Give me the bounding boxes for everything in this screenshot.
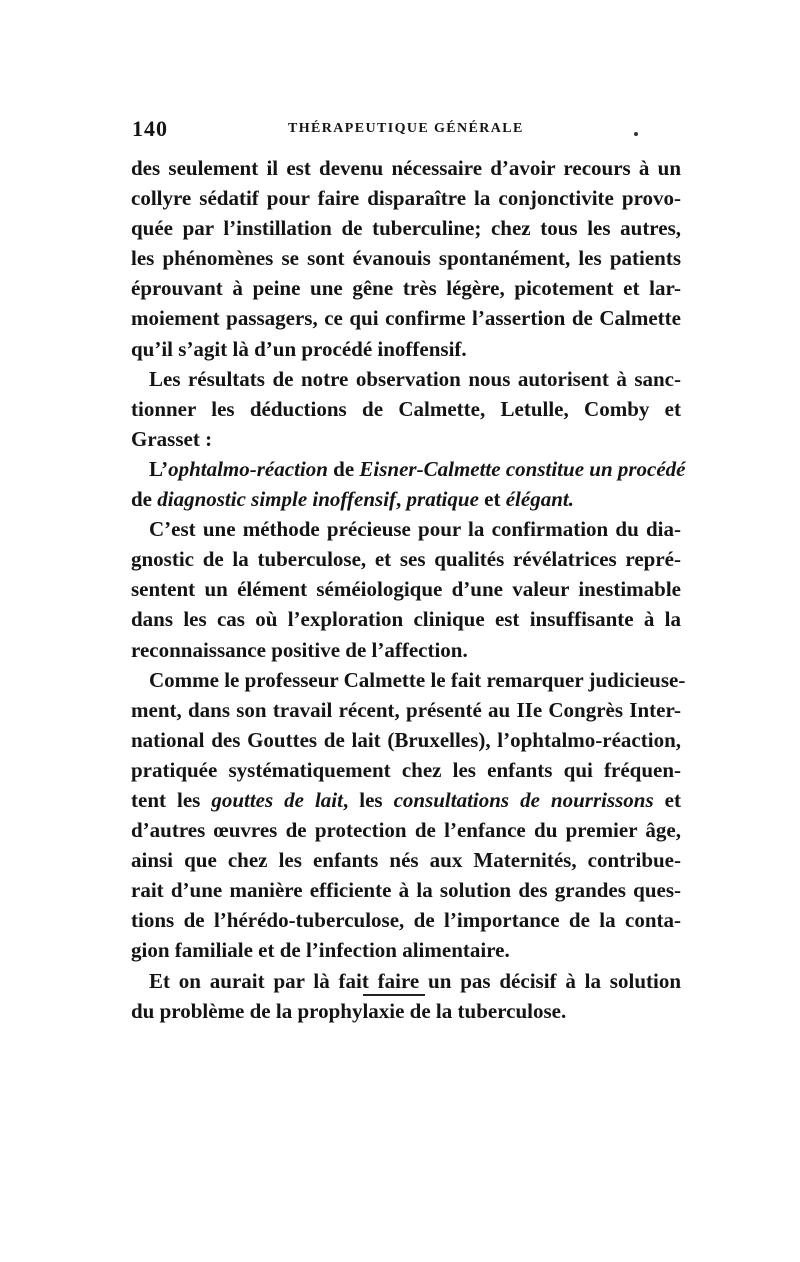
text-run: tionner les déductions de Calmette, Letulle, Comby et — [131, 396, 681, 421]
text-run: dans les cas où l’exploration clinique est insuffisante à la — [131, 607, 681, 632]
italic-text: gouttes de lait — [211, 787, 343, 812]
text-line — [131, 514, 681, 544]
text-run: Les résultats de notre observation nous autorisent à sanc- — [149, 366, 681, 391]
text-line — [131, 815, 681, 845]
text-run: d’autres œuvres de protection de l’enfance du premier âge, — [131, 818, 681, 843]
text-run: L’ — [149, 456, 169, 481]
text-run: C’est une méthode précieuse pour la confirmation du dia- — [149, 517, 681, 542]
text-line — [131, 484, 681, 514]
text-run: des seulement il est devenu nécessaire d’avoir recours à un — [131, 156, 681, 180]
text-run: rait d’une manière efficiente à la solution des grandes ques- — [131, 878, 681, 903]
text-line — [131, 635, 681, 665]
text-line — [131, 424, 681, 454]
paragraph — [131, 153, 681, 364]
text-run: gion familiale et de l’infection alimentaire. — [131, 938, 510, 963]
running-title: THÉRAPEUTIQUE GÉNÉRALE — [288, 121, 524, 136]
text-run: ainsi que chez les enfants nés aux Maternités, contribue- — [131, 848, 681, 873]
paragraph — [131, 364, 681, 454]
text-run: gnostic de la tuberculose, et ses qualités révélatrices repré- — [131, 547, 681, 572]
text-line — [131, 966, 681, 996]
page-header — [132, 116, 680, 144]
text-line — [131, 574, 681, 604]
text-run: , — [396, 487, 407, 512]
text-run: les phénomènes se sont évanouis spontanément, les patients — [131, 246, 681, 271]
text-line — [131, 755, 681, 785]
text-run: ment, dans son travail récent, présenté au IIe Congrès Inter- — [131, 697, 681, 722]
text-line — [131, 544, 681, 574]
text-line — [131, 334, 681, 364]
ink-speck — [634, 132, 638, 136]
end-rule — [363, 994, 425, 996]
text-line — [131, 213, 681, 243]
text-line — [131, 996, 681, 1026]
text-line — [131, 183, 681, 213]
text-line — [131, 725, 681, 755]
text-line — [131, 273, 681, 303]
text-run: Comme le professeur Calmette le fait remarquer judicieuse- — [149, 667, 686, 692]
paragraph — [131, 665, 686, 966]
text-line — [131, 454, 686, 484]
text-run: qu’il s’agit là d’un procédé inoffensif. — [131, 336, 467, 361]
italic-text: pratique — [406, 487, 479, 512]
text-line — [131, 364, 681, 394]
text-line — [131, 695, 681, 725]
text-line — [131, 905, 681, 935]
text-line — [131, 665, 686, 695]
text-run: quée par l’instillation de tuberculine; chez tous les autres, — [131, 216, 681, 241]
text-line — [131, 785, 681, 815]
italic-text: Eisner-Calmette constitue un procédé — [359, 456, 686, 481]
italic-text: ophtalmo-réaction — [168, 456, 328, 481]
text-run: pratiquée systématiquement chez les enfants qui fréquen- — [131, 757, 681, 782]
text-line — [131, 875, 681, 905]
text-line — [131, 243, 681, 273]
text-run: tent les — [131, 787, 212, 812]
body-text — [131, 153, 686, 1026]
text-run: moiement passagers, ce qui confirme l’assertion de Calmette — [131, 306, 681, 331]
text-run: du problème de la prophylaxie de la tuberculose. — [131, 998, 567, 1023]
text-run: , les — [342, 787, 394, 812]
text-run: Grasset : — [131, 426, 213, 451]
text-run: de — [131, 487, 158, 512]
text-run: reconnaissance positive de l’affection. — [131, 637, 468, 662]
text-run: collyre sédatif pour faire disparaître la conjonctivite provo- — [131, 186, 681, 211]
text-run: éprouvant à peine une gêne très légère, picotement et lar- — [131, 276, 681, 301]
italic-text: élégant. — [505, 487, 574, 512]
text-line — [131, 604, 681, 634]
text-line — [131, 394, 681, 424]
text-line — [131, 935, 681, 965]
page-number: 140 — [132, 116, 168, 141]
paragraph — [131, 514, 681, 664]
text-line — [131, 303, 681, 333]
paragraph — [131, 454, 686, 514]
text-run: Et on aurait par là fait faire un pas décisif à la solution — [149, 968, 681, 993]
text-run: tions de l’hérédo-tuberculose, de l’importance de la conta- — [131, 908, 681, 933]
text-run: sentent un élément séméiologique d’une valeur inestimable — [131, 577, 681, 602]
text-run: et — [478, 487, 506, 512]
text-line — [131, 845, 681, 875]
italic-text: diagnostic simple inoffensif — [157, 487, 397, 512]
text-run: et — [653, 787, 681, 812]
text-run: national des Gouttes de lait (Bruxelles), l’ophtalmo-réaction, — [131, 727, 681, 752]
italic-text: consultations de nourrissons — [393, 787, 654, 812]
text-line — [131, 153, 681, 183]
text-run: de — [327, 456, 360, 481]
